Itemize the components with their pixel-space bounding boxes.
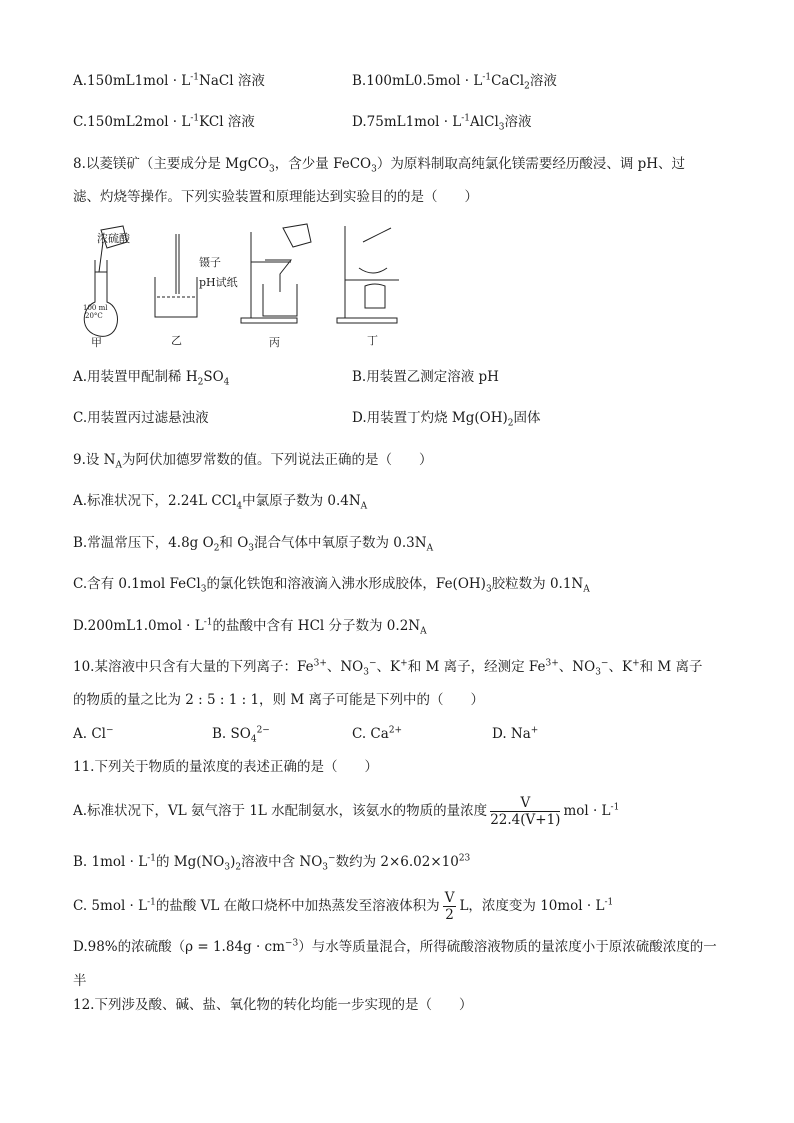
label-tweezers: 镊子 — [199, 256, 221, 269]
label-h2so4: 浓硫酸 — [97, 232, 130, 245]
q7-option-b: $B.100mL0.5mol \cdot L^{-1}CaCl_2$溶液 — [352, 72, 557, 92]
q11-stem: 11.下列关于物质的量浓度的表述正确的是（ ） — [73, 759, 378, 775]
label-ph-paper: pH试纸 — [199, 276, 238, 289]
apparatus-figure — [73, 222, 413, 352]
q10-stem-line1: 10.某溶液中只含有大量的下列离子：$Fe^{3+}$、$NO_3^-$、K+和 M 离子，经测定 $Fe^{3+}$、$NO_3^-$、K+和 M 离子 — [73, 658, 703, 678]
caption-jia: 甲 — [91, 336, 102, 349]
q8-stem-line1: 8.以菱镁矿（主要成分是 MgCO$_3$，含少量 FeCO$_3$）为原料制取高纯氯化镁需要经历酸浸、调 pH、过 — [73, 156, 686, 175]
q11-option-d-line2: 半 — [73, 973, 87, 989]
caption-yi: 乙 — [171, 334, 182, 347]
q8-stem-line2: 滤、灼烧等操作。下列实验装置和原理能达到实验目的的是（ ） — [73, 189, 478, 205]
label-flask-bottom: 20°C — [85, 312, 103, 320]
q8-option-d: D.用装置丁灼烧 $Mg(OH)_2$固体 — [352, 410, 541, 429]
q9-option-d: $D.200mL1.0mol \cdot L^{-1}$的盐酸中含有 HCl 分子数为 $0.2N_A$ — [73, 617, 427, 637]
q9-option-c: C.含有 0.1mol FeCl$_3$的氯化铁饱和溶液滴入沸水形成胶体，$Fe(OH)_3$胶粒数为 $0.1N_A$ — [73, 576, 590, 595]
q9-option-a: A.标准状况下，2.24L CCl$_4$中氯原子数为 $0.4N_A$ — [73, 493, 368, 512]
evaporation-apparatus — [337, 226, 399, 323]
q9-option-b: B.常温常压下，4.8g $O_2$和 $O_3$混合气体中氧原子数为 $0.3N_A$ — [73, 535, 434, 554]
q10-option-d: D. Na+ — [492, 725, 539, 742]
beaker-ph-apparatus — [155, 234, 197, 317]
q8-option-a: A.用装置甲配制稀 $H_2SO_4$ — [73, 369, 230, 388]
q9-stem: 9.设 $N_A$为阿伏加德罗常数的值。下列说法正确的是（ ） — [73, 452, 433, 471]
q7-option-d: $D.75mL1mol \cdot L^{-1}AlCl_3$溶液 — [352, 113, 532, 133]
caption-ding: 丁 — [367, 334, 378, 347]
caption-bing: 丙 — [269, 336, 280, 349]
q7-option-c: $C.150mL2mol \cdot L^{-1}KCl$ 溶液 — [73, 113, 255, 130]
q11-option-c: C. $5mol \cdot L^{-1}$的盐酸 VL 在敞口烧杯中加热蒸发至溶液体积为 $\frac{V}{2}$ L，浓度变为 $10mol \cdot L^{-1}$ — [73, 890, 614, 923]
q11-option-d-line1: D.98%的浓硫酸$(\rho = 1.84g \cdot cm^{-3})$与水等质量混合，所得硫酸溶液物质的量浓度小于原浓硫酸浓度的一 — [73, 938, 717, 955]
q7-option-a: $A.150mL1mol \cdot L^{-1}NaCl$ 溶液 — [73, 72, 265, 89]
fraction-a: $\frac{V}{22.4(V+1)}$ — [490, 795, 561, 828]
q8-option-c: C.用装置丙过滤悬浊液 — [73, 410, 209, 426]
q10-option-c: C. $Ca^{2+}$ — [352, 725, 403, 742]
q10-stem-line2: 的物质的量之比为 2 : 5 : 1 : 1，则 M 离子可能是下列中的（ ） — [73, 692, 484, 708]
q10-option-b: B. $SO_4^{2-}$ — [212, 725, 270, 745]
q11-option-b: B. $1mol \cdot L^{-1}$的 $Mg(NO_3)_2$溶液中含 $NO_3^-$数约为 $2\times 6.02\times 10^{23}$ — [73, 853, 471, 873]
q11-option-a: A.标准状况下，VL 氨气溶于 1L 水配制氨水，该氨水的物质的量浓度 $\frac{V}{22.4(V+1)}$ mol · $L^{-1}$ — [73, 795, 620, 828]
q12-stem: 12.下列涉及酸、碱、盐、氧化物的转化均能一步实现的是（ ） — [73, 997, 473, 1013]
q8-option-b: B.用装置乙测定溶液 pH — [352, 369, 499, 385]
label-flask-top: 100 ml — [83, 304, 108, 312]
filtration-apparatus — [241, 224, 311, 323]
q10-option-a: A. Cl− — [73, 725, 114, 742]
fraction-c: $\frac{V}{2}$ — [444, 890, 455, 923]
